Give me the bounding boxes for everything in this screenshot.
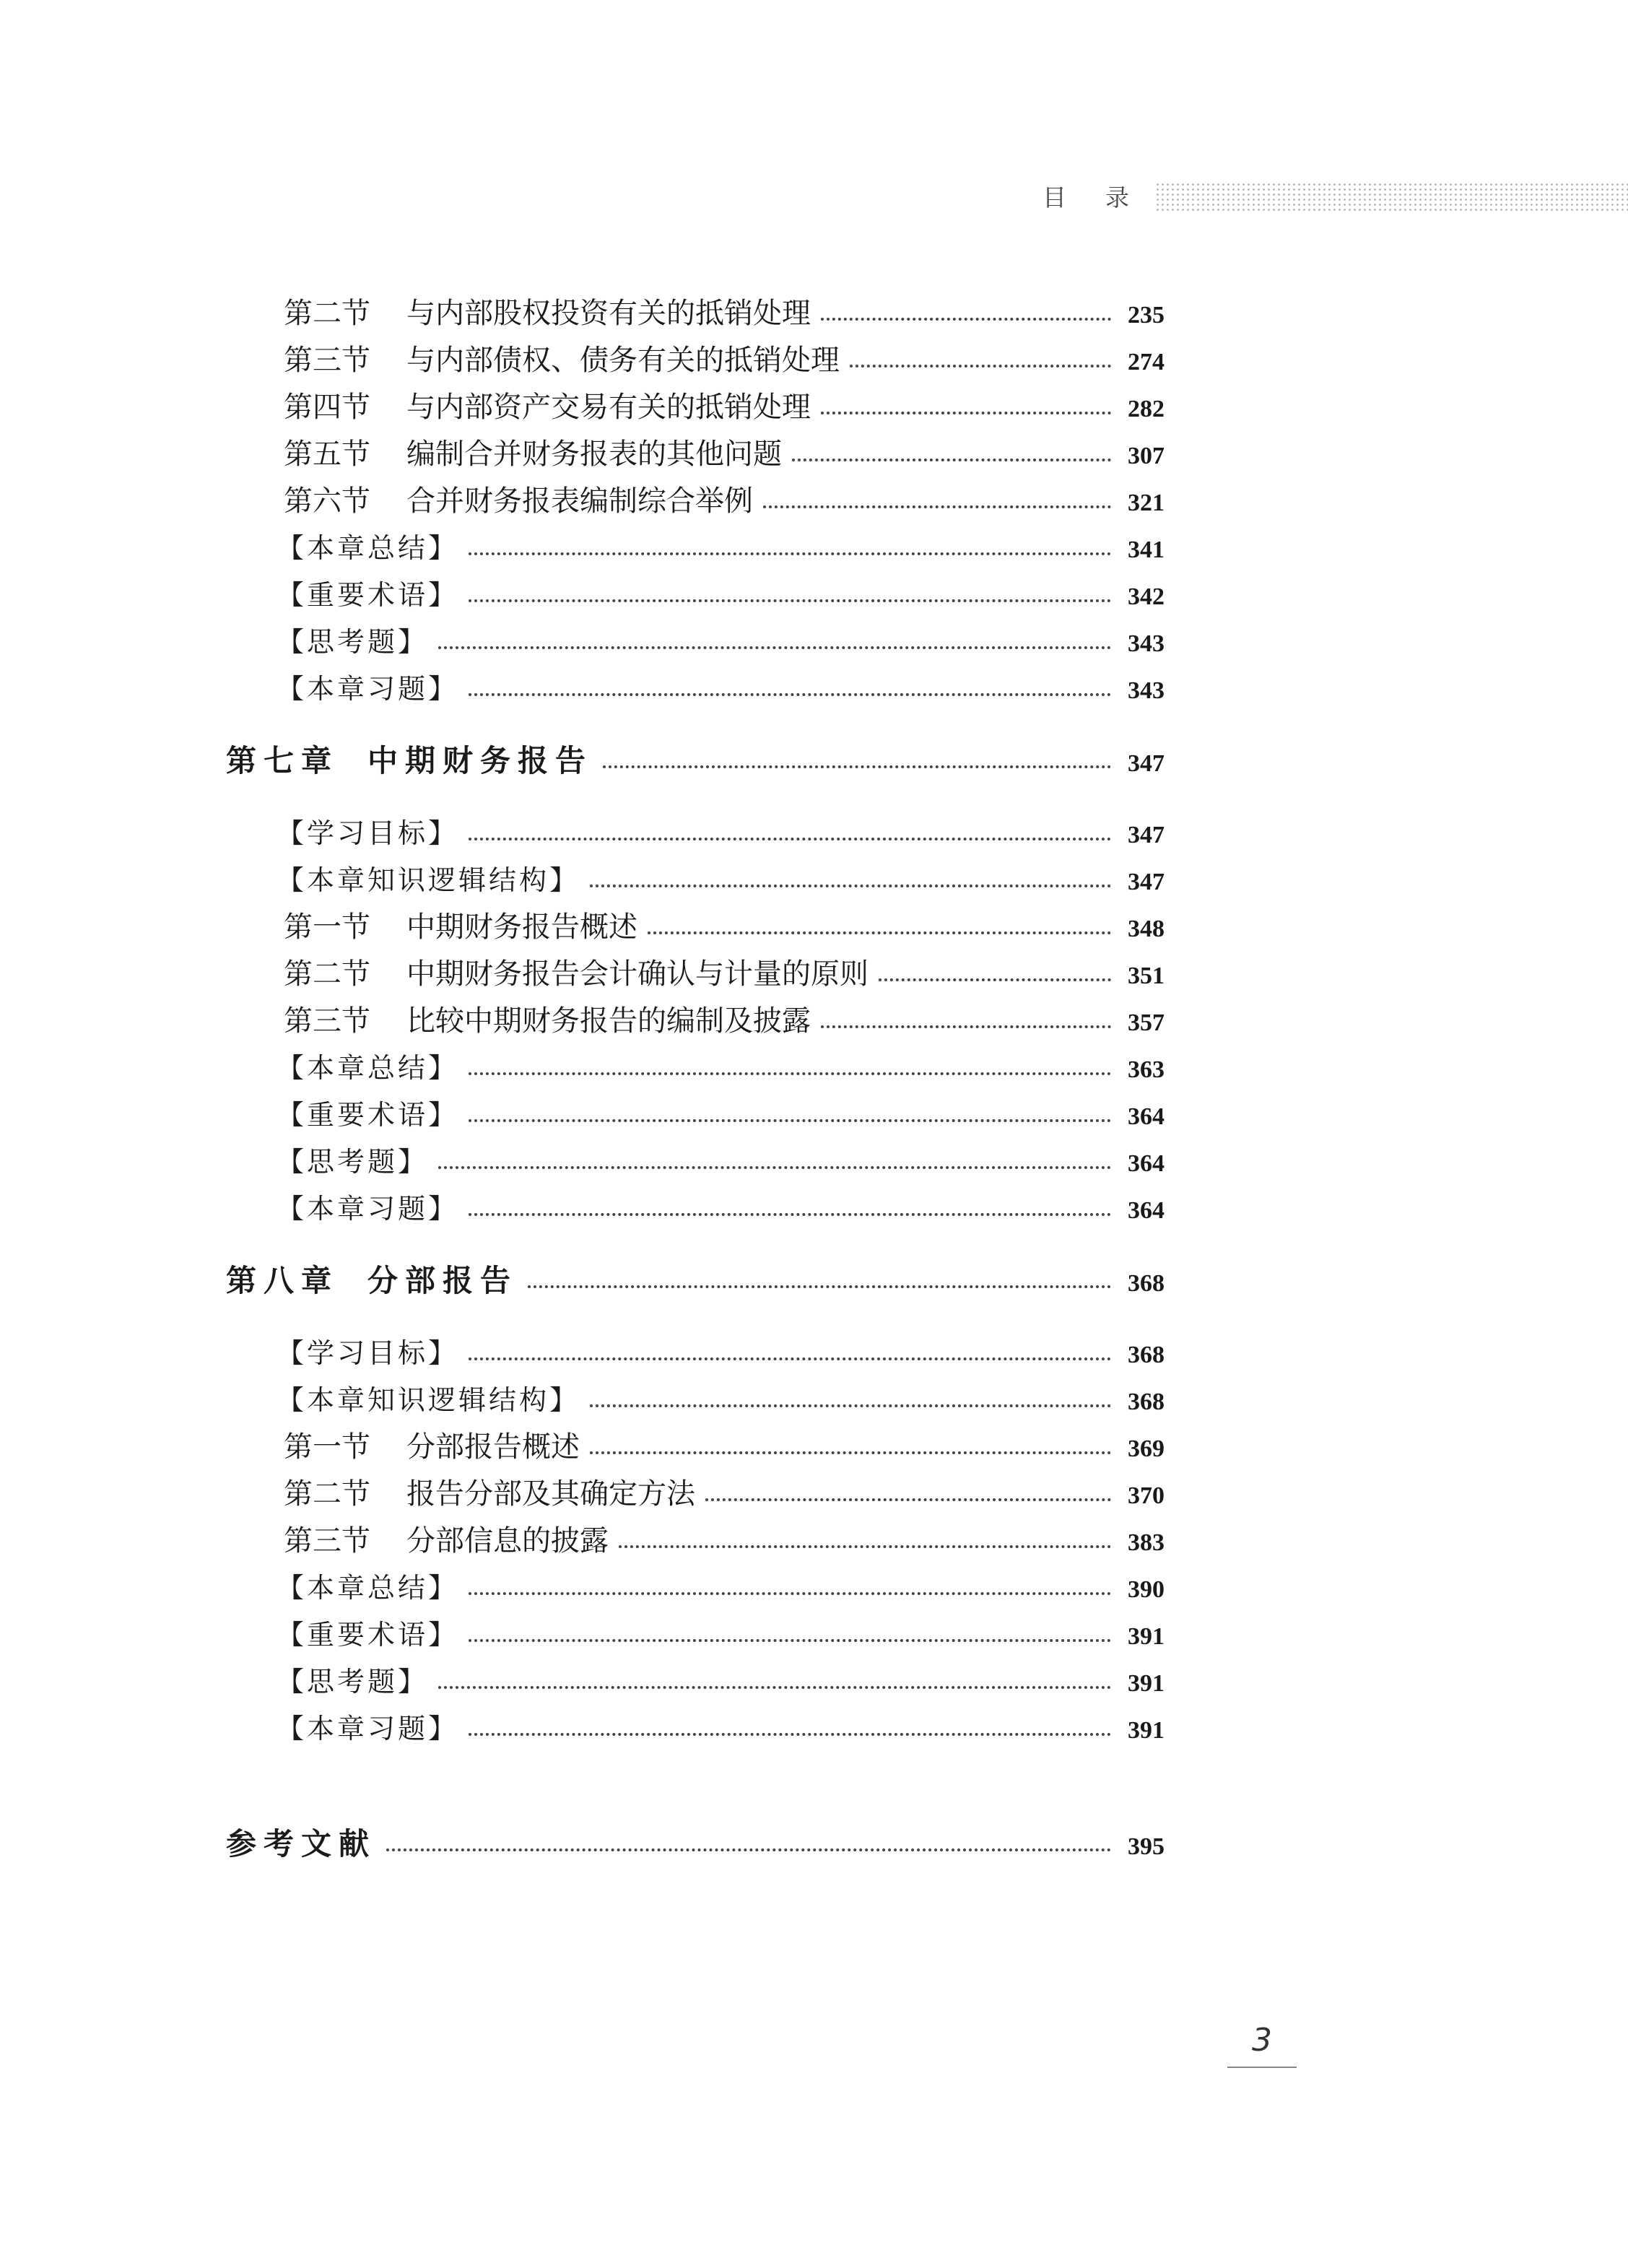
chapter-number: 第七章 — [226, 743, 339, 778]
toc-entry-title — [284, 1519, 609, 1563]
toc-entry[interactable] — [284, 433, 1165, 476]
chapter-number: 第八章 — [226, 1263, 339, 1298]
dot-leader — [469, 1119, 1111, 1122]
page-reference: 357 — [1128, 1009, 1165, 1036]
toc-entry[interactable] — [277, 1331, 1165, 1375]
toc-entry-title: 【本章习题】 — [277, 673, 459, 705]
toc-entry-title: 【思考题】 — [277, 626, 429, 658]
page-reference: 348 — [1128, 916, 1165, 942]
section-number: 第二节 — [284, 297, 370, 330]
page-reference: 370 — [1128, 1482, 1165, 1509]
page-reference: 368 — [1128, 1389, 1165, 1415]
toc-entry-title: 【重要术语】 — [277, 1619, 459, 1651]
toc-entry-title: 【本章习题】 — [277, 1713, 459, 1745]
page-reference: 364 — [1128, 1197, 1165, 1224]
dot-leader — [590, 885, 1111, 887]
page-reference: 391 — [1128, 1717, 1165, 1744]
section-title: 分部报告概述 — [406, 1430, 580, 1464]
toc-entry[interactable] — [284, 952, 1165, 996]
page-reference: 391 — [1128, 1670, 1165, 1697]
toc-entry[interactable] — [277, 1378, 1165, 1422]
toc-entry[interactable] — [277, 1660, 1165, 1703]
section-title: 比较中期财务报告的编制及披露 — [406, 1004, 811, 1038]
toc-chapter-heading[interactable] — [226, 739, 1165, 783]
dot-leader — [705, 1498, 1111, 1501]
section-title: 中期财务报告会计确认与计量的原则 — [406, 957, 869, 991]
section-title: 报告分部及其确定方法 — [406, 1477, 695, 1511]
toc-entry-title — [284, 339, 840, 382]
toc-entry-title — [226, 739, 593, 783]
toc-entry-title — [284, 386, 811, 429]
dot-leader — [469, 552, 1111, 555]
toc-entry-title — [284, 433, 782, 476]
toc-entry-title: 【本章总结】 — [277, 532, 459, 564]
dot-leader — [469, 1357, 1111, 1360]
page-reference: 351 — [1128, 963, 1165, 989]
page-reference: 343 — [1128, 677, 1165, 704]
toc-entry[interactable] — [284, 999, 1165, 1043]
toc-entry-title: 【思考题】 — [277, 1666, 429, 1698]
toc-entry[interactable] — [277, 667, 1165, 711]
toc-entry-title: 【重要术语】 — [277, 579, 459, 611]
toc-entry[interactable] — [277, 526, 1165, 570]
toc-entry[interactable] — [277, 573, 1165, 617]
dot-leader — [590, 1404, 1111, 1407]
page-reference: 391 — [1128, 1623, 1165, 1650]
toc-entry[interactable] — [277, 1707, 1165, 1750]
dot-leader — [469, 838, 1111, 840]
page-reference: 369 — [1128, 1435, 1165, 1462]
toc-entry[interactable] — [284, 479, 1165, 523]
page-reference: 395 — [1128, 1833, 1165, 1860]
toc-entry[interactable] — [277, 1566, 1165, 1609]
dot-leader — [469, 599, 1111, 602]
dot-leader — [469, 693, 1111, 696]
toc-entry[interactable] — [284, 339, 1165, 382]
toc-entry-title: 【学习目标】 — [277, 1337, 459, 1369]
dot-leader — [603, 765, 1111, 768]
header-label-2: 录 — [1105, 183, 1131, 212]
toc-entry-title: 【本章知识逻辑结构】 — [277, 864, 580, 896]
toc-entry-title: 【重要术语】 — [277, 1099, 459, 1131]
toc-entry[interactable] — [284, 386, 1165, 429]
page-reference: 383 — [1128, 1529, 1165, 1556]
toc-entry-title: 【学习目标】 — [277, 817, 459, 849]
page-reference: 390 — [1128, 1576, 1165, 1603]
section-number: 第五节 — [284, 438, 370, 471]
dot-leader — [821, 412, 1111, 414]
section-number: 第一节 — [284, 911, 370, 944]
toc-entry[interactable] — [277, 1093, 1165, 1137]
page-reference: 347 — [1128, 750, 1165, 777]
toc-entry-title — [284, 479, 753, 523]
toc-entry[interactable] — [277, 1187, 1165, 1230]
section-number: 第三节 — [284, 344, 370, 377]
toc-entry[interactable] — [277, 859, 1165, 902]
toc-entry[interactable] — [284, 292, 1165, 335]
section-number: 第二节 — [284, 957, 370, 991]
toc-entry-title — [284, 905, 637, 949]
chapter-title: 中期财务报告 — [367, 743, 593, 778]
toc-entry[interactable] — [277, 620, 1165, 664]
toc-entry-title — [284, 1425, 580, 1469]
dot-leader — [438, 646, 1111, 649]
toc-entry-title — [284, 952, 869, 996]
page-reference: 347 — [1128, 822, 1165, 848]
toc-entry[interactable] — [277, 812, 1165, 855]
toc-entry-title: 参考文献 — [226, 1826, 377, 1861]
dot-leader — [821, 318, 1111, 321]
page-reference: 341 — [1128, 536, 1165, 563]
page-reference: 368 — [1128, 1342, 1165, 1368]
toc-entry-title: 【本章知识逻辑结构】 — [277, 1384, 580, 1416]
page-reference: 364 — [1128, 1150, 1165, 1177]
section-title: 中期财务报告概述 — [406, 911, 637, 944]
page-reference: 364 — [1128, 1103, 1165, 1130]
section-title: 与内部债权、债务有关的抵销处理 — [406, 344, 840, 377]
page-reference: 321 — [1128, 490, 1165, 516]
section-number: 第四节 — [284, 391, 370, 424]
page-reference: 342 — [1128, 583, 1165, 610]
section-title: 分部信息的披露 — [406, 1524, 609, 1557]
page-reference: 282 — [1128, 396, 1165, 422]
dot-leader — [386, 1848, 1111, 1851]
page-reference: 343 — [1128, 630, 1165, 657]
page-reference: 307 — [1128, 443, 1165, 469]
toc-entry[interactable] — [277, 1140, 1165, 1183]
toc-entry-title — [284, 1472, 695, 1516]
toc-entry[interactable] — [277, 1613, 1165, 1656]
dot-leader — [469, 1213, 1111, 1216]
page-reference: 347 — [1128, 869, 1165, 895]
dot-leader — [469, 1592, 1111, 1595]
page-number: 3 — [1252, 2022, 1272, 2059]
dot-leader — [619, 1545, 1111, 1548]
page-reference: 363 — [1128, 1056, 1165, 1083]
toc-entry-title — [284, 292, 811, 335]
section-title: 编制合并财务报表的其他问题 — [406, 438, 782, 471]
page-number-underline — [1227, 2067, 1297, 2068]
page-reference: 368 — [1128, 1270, 1165, 1297]
toc-entry[interactable] — [284, 1425, 1165, 1469]
toc-entry-title: 【本章习题】 — [277, 1193, 459, 1225]
toc-entry[interactable] — [284, 1519, 1165, 1563]
toc-references-heading[interactable] — [226, 1822, 1165, 1866]
dot-leader — [438, 1686, 1111, 1689]
page-reference: 235 — [1128, 302, 1165, 329]
toc-entry-title: 【本章总结】 — [277, 1572, 459, 1604]
toc-chapter-heading[interactable] — [226, 1259, 1165, 1303]
dot-leader — [469, 1639, 1111, 1642]
section-number: 第三节 — [284, 1524, 370, 1557]
dot-leader — [821, 1025, 1111, 1028]
section-number: 第二节 — [284, 1477, 370, 1511]
toc-entry-title — [284, 999, 811, 1043]
section-number: 第六节 — [284, 485, 370, 518]
section-number: 第一节 — [284, 1430, 370, 1464]
toc-entry[interactable] — [284, 1472, 1165, 1516]
toc-entry-title: 【思考题】 — [277, 1146, 429, 1178]
toc-entry-title: 【本章总结】 — [277, 1052, 459, 1084]
toc-entry[interactable] — [284, 905, 1165, 949]
chapter-title: 分部报告 — [367, 1263, 518, 1298]
dot-leader — [590, 1451, 1111, 1454]
dot-leader — [879, 978, 1111, 981]
section-title: 与内部股权投资有关的抵销处理 — [406, 297, 811, 330]
dot-leader — [438, 1166, 1111, 1169]
dot-leader — [648, 931, 1111, 934]
header-label-1: 目 — [1042, 183, 1068, 212]
dot-leader — [792, 459, 1111, 461]
section-title: 合并财务报表编制综合举例 — [406, 485, 753, 518]
dot-leader — [528, 1285, 1111, 1288]
dot-leader — [763, 505, 1111, 508]
dot-leader — [850, 365, 1111, 368]
dot-leader — [469, 1733, 1111, 1736]
page-reference: 274 — [1128, 349, 1165, 375]
section-title: 与内部资产交易有关的抵销处理 — [406, 391, 811, 424]
dot-leader — [469, 1072, 1111, 1075]
section-number: 第三节 — [284, 1004, 370, 1038]
toc-entry[interactable] — [277, 1046, 1165, 1090]
toc-entry-title — [226, 1259, 518, 1303]
